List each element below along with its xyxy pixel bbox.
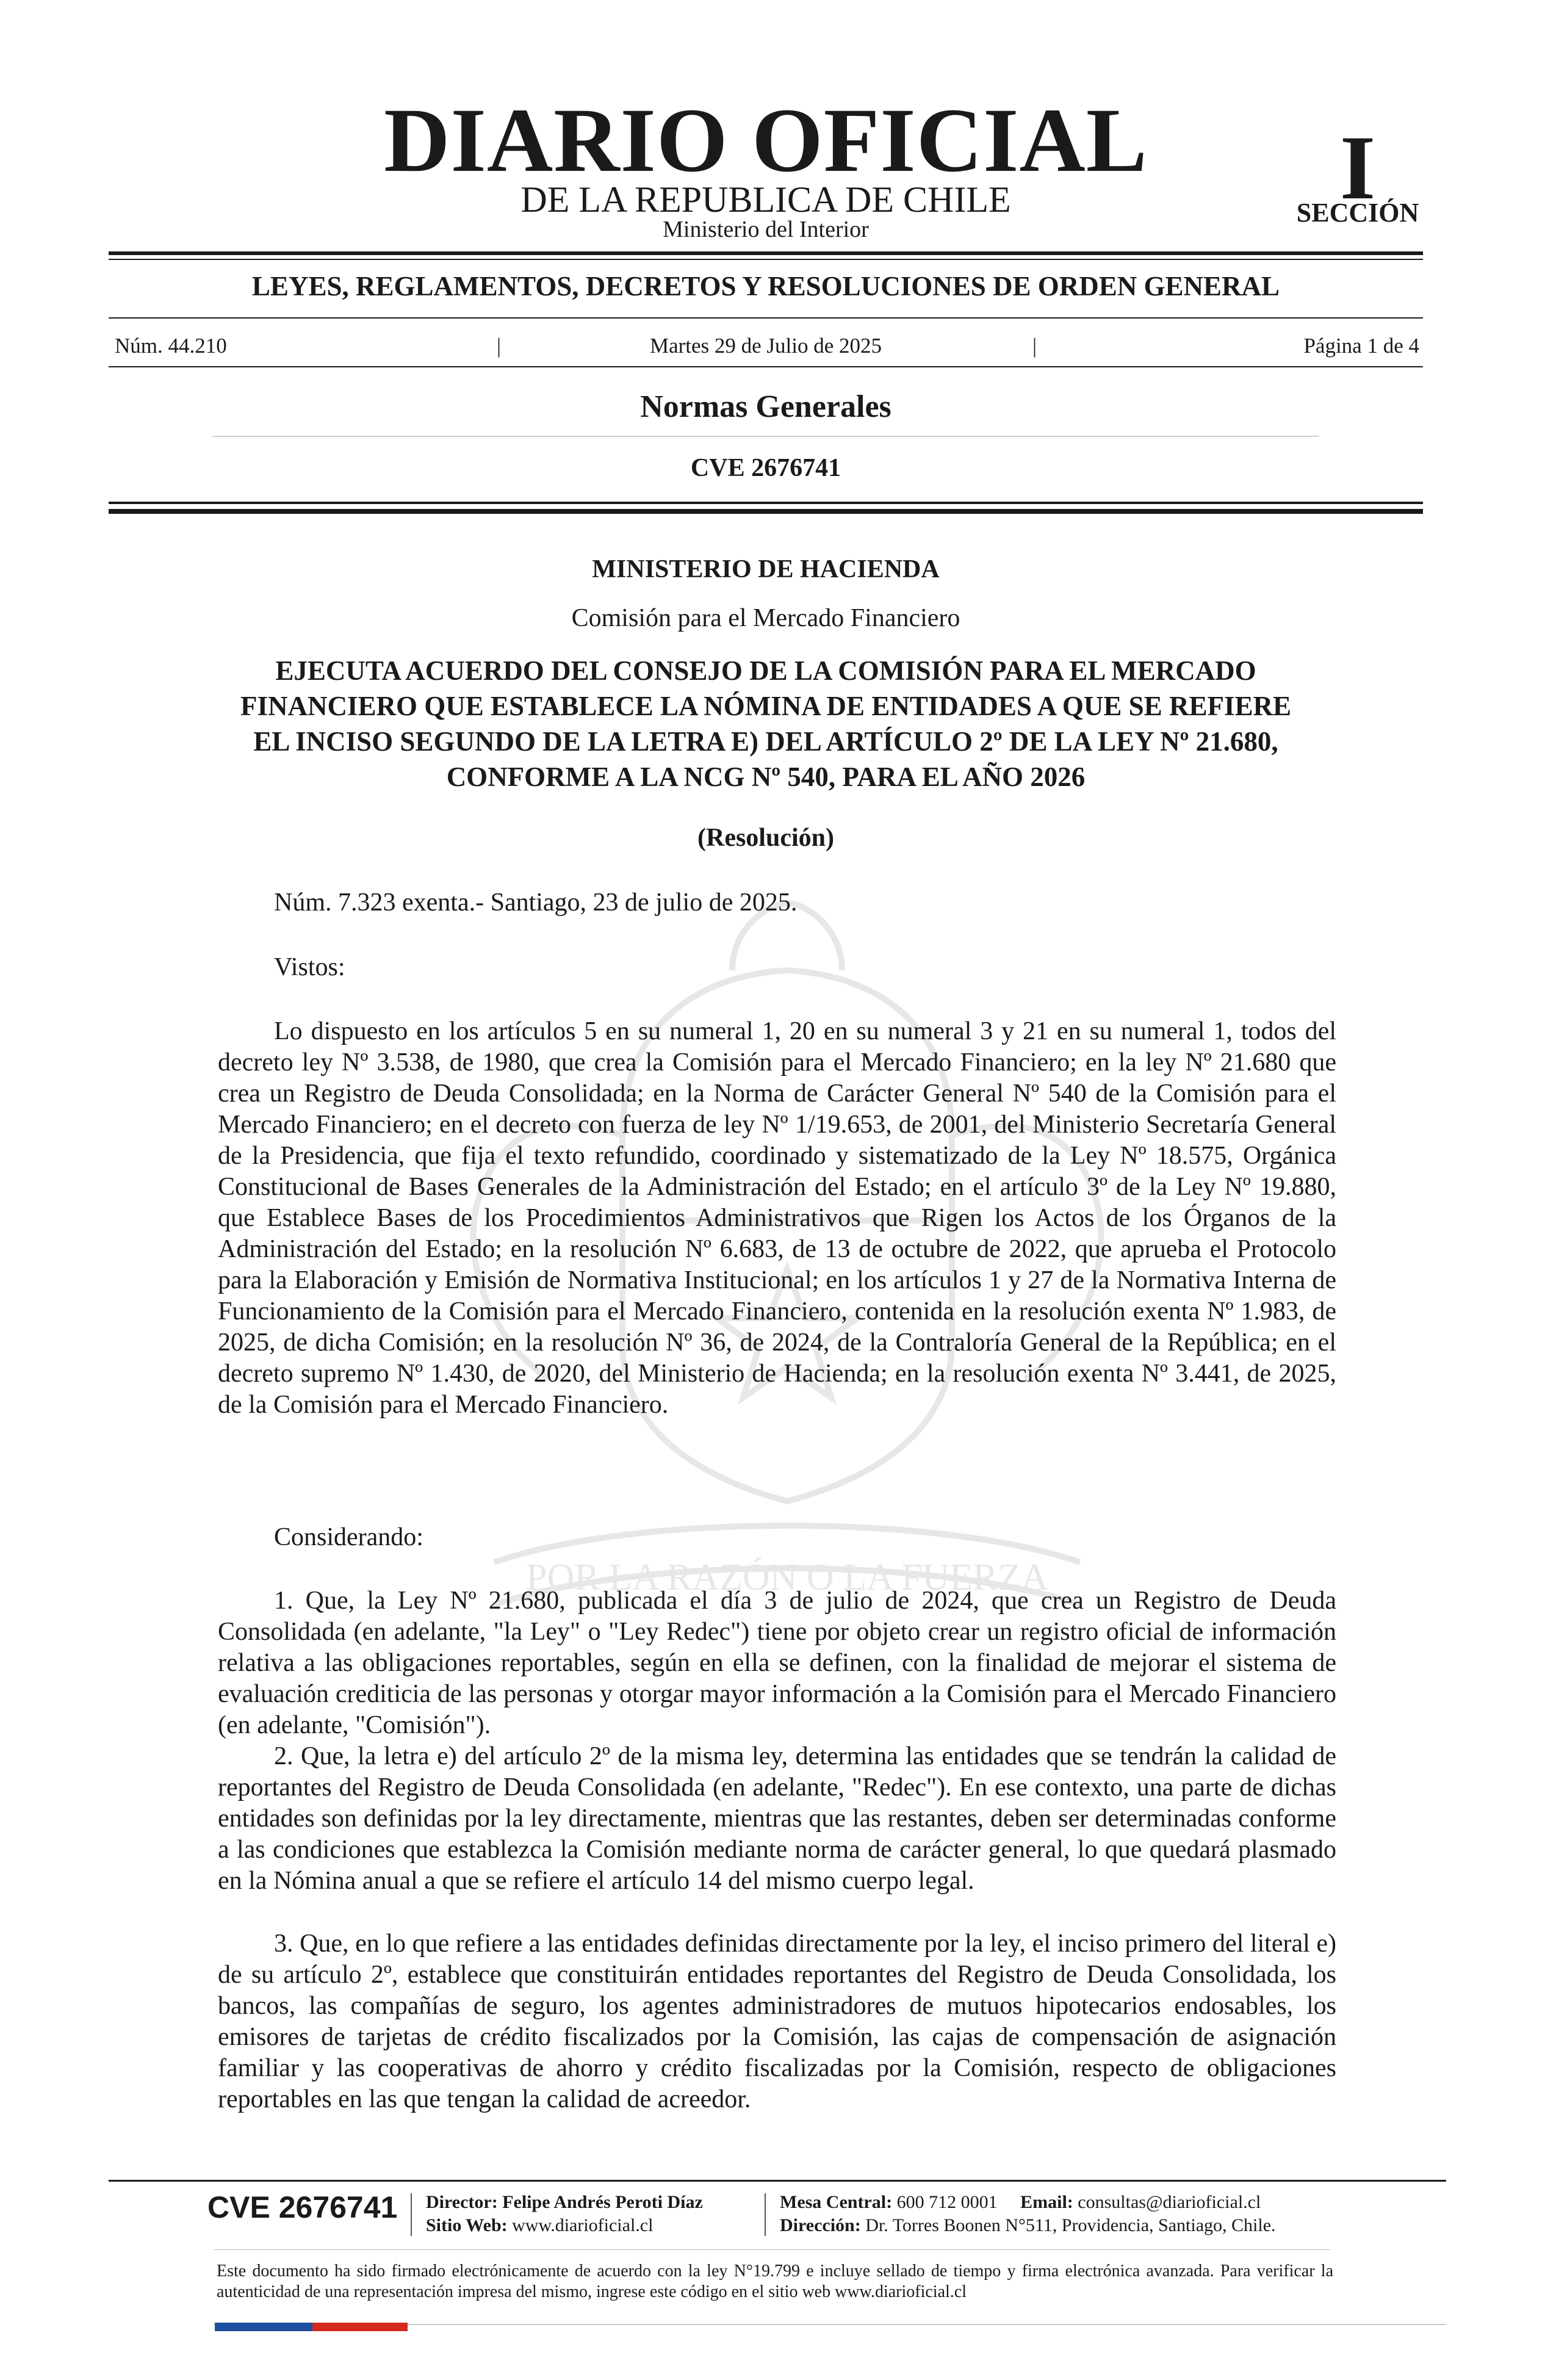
issue-date: Martes 29 de Julio de 2025 xyxy=(649,334,882,358)
footer-mesa-label: Mesa Central: xyxy=(780,2192,893,2212)
section-title: Normas Generales xyxy=(640,389,891,424)
considerando-item-2: 2. Que, la letra e) del artículo 2º de la misma ley, determina las entidades que se tendrán la calidad de reportantes del Registro de Deuda Consolidada (en adelante, "Redec"). En ese contexto, una parte de dichas entidades son definidas por la ley directamente, mientras que las restantes, deben ser determinadas conforme a las condiciones que establezca la Comisión mediante norma de carácter general, lo que quedará plasmado en la Nómina anual a que se refiere el artículo 14 del mismo cuerpo legal. xyxy=(218,1742,1336,1895)
info-rule xyxy=(109,366,1423,367)
cve-rule-bottom xyxy=(109,509,1423,514)
footer-email-label: Email: xyxy=(1020,2192,1073,2212)
footer-contact-block xyxy=(780,2191,1276,2237)
section-title-rule xyxy=(212,436,1319,437)
flag-stripe-blue xyxy=(215,2323,312,2331)
document-title-line: FINANCIERO QUE ESTABLECE LA NÓMINA DE ENTIDADES A QUE SE REFIERE xyxy=(240,691,1292,721)
page-indicator: Página 1 de 4 xyxy=(1303,334,1419,358)
footer-address-label: Dirección: xyxy=(780,2215,861,2235)
flag-stripe-red xyxy=(312,2323,408,2331)
document-title-line: EJECUTA ACUERDO DEL CONSEJO DE LA COMISIÓN PARA EL MERCADO xyxy=(275,655,1256,686)
footer-address-value: Dr. Torres Boonen N°511, Providencia, Santiago, Chile. xyxy=(865,2215,1276,2235)
section-label: SECCIÓN xyxy=(1296,198,1419,228)
footer-contact-line xyxy=(780,2191,1276,2214)
footer-signature-note: Este documento ha sido firmado electrónicamente de acuerdo con la ley N°19.799 e incluye sellado de tiempo y firma electrónica avanzada. Para verificar la autenticidad de una representación impresa del mismo, ingrese este código en el sitio web www.diarioficial.cl xyxy=(217,2262,1333,2301)
footer-rule xyxy=(109,2180,1446,2182)
document-type: (Resolución) xyxy=(697,824,834,852)
document-title xyxy=(201,653,1330,795)
considerando-item-3: 3. Que, en lo que refiere a las entidades definidas directamente por la ley, el inciso primero del literal e) de su artículo 2º, establece que constituirán entidades reportantes del Registro de Deuda Consolidada, los bancos, las compañías de seguro, los agentes administradores de mutuos hipotecarios endosables, los emisores de tarjetas de crédito fiscalizados por la Comisión, las cajas de compensación de asignación familiar y las cooperativas de ahorro y crédito fiscalizadas por la Comisión, respecto de obligaciones reportables en las que tengan la calidad de acreedor. xyxy=(218,1930,1336,2113)
considerando-heading: Considerando: xyxy=(274,1523,423,1551)
footer-director-label: Director: xyxy=(426,2192,498,2212)
document-title-line: CONFORME A LA NCG Nº 540, PARA EL AÑO 2026 xyxy=(446,762,1086,792)
section-number: I xyxy=(1339,117,1376,218)
footer-site-line xyxy=(426,2214,703,2237)
issue-info-row xyxy=(109,334,1423,358)
document-title-line: EL INCISO SEGUNDO DE LA LETRA E) DEL ARTÍCULO 2º DE LA LEY Nº 21.680, xyxy=(253,726,1278,757)
vistos-paragraph: Lo dispuesto en los artículos 5 en su numeral 1, 20 en su numeral 3 y 21 en su numeral 1, todos del decreto ley Nº 3.538, de 1980, que crea la Comisión para el Mercado Financiero; en la ley Nº 21.680 que crea un Registro de Deuda Consolidada; en la Norma de Carácter General Nº 540 de la Comisión para el Mercado Financiero; en el decreto con fuerza de ley Nº 1/19.653, de 2001, del Ministerio Secretaría General de la Presidencia, que fija el texto refundido, coordinado y sistematizado de la Ley Nº 18.575, Orgánica Constitucional de Bases Generales de la Administración del Estado; en el artículo 3º de la Ley Nº 19.880, que Establece Bases de los Procedimientos Administrativos que Rigen los Actos de los Órganos de la Administración del Estado; en la resolución Nº 6.683, de 13 de octubre de 2022, que aprueba el Protocolo para la Elaboración y Emisión de Normativa Institucional; en los artículos 1 y 27 de la Normativa Interna de Funcionamiento de la Comisión para el Mercado Financiero, contenida en la resolución exenta Nº 1.983, de 2025, de dicha Comisión; en la resolución Nº 36, de 2024, de la Contraloría General de la República; en el decreto supremo Nº 1.430, de 2020, del Ministerio de Hacienda; en la resolución exenta Nº 3.441, de 2025, de la Comisión para el Mercado Financiero. xyxy=(218,1017,1336,1419)
footer-mesa-phone: 600 712 0001 xyxy=(896,2192,998,2212)
footer-email-link[interactable]: consultas@diarioficial.cl xyxy=(1078,2192,1261,2212)
footer-divider xyxy=(765,2193,766,2236)
footer-director-block xyxy=(426,2191,703,2237)
vistos-heading: Vistos: xyxy=(274,953,345,981)
watermark-motto: POR LA RAZÓN O LA FUERZA xyxy=(525,1557,1049,1598)
category-heading: LEYES, REGLAMENTOS, DECRETOS Y RESOLUCIONES DE ORDEN GENERAL xyxy=(251,271,1280,301)
document-ministry: MINISTERIO DE HACIENDA xyxy=(592,555,940,583)
newspaper-title: DIARIO OFICIAL xyxy=(384,90,1148,191)
issue-number: Núm. 44.210 xyxy=(115,334,227,358)
considerando-item-1: 1. Que, la Ley Nº 21.680, publicada el día 3 de julio de 2024, que crea un Registro de Deuda Consolidada (en adelante, "la Ley" o "Ley Redec") tiene por objeto crear un registro oficial de información relativa a las obligaciones reportables, según en ella se definen, con la finalidad de mejorar el sistema de evaluación crediticia de las personas y otorgar mayor información a la Comisión para el Mercado Financiero (en adelante, "Comisión"). xyxy=(218,1587,1336,1739)
category-rule xyxy=(109,317,1423,319)
header-rule-thin xyxy=(109,259,1423,260)
footer-divider xyxy=(411,2193,412,2236)
newspaper-ministry: Ministerio del Interior xyxy=(663,217,869,242)
footer-address-line xyxy=(780,2214,1276,2237)
footer-cve-code: CVE 2676741 xyxy=(207,2190,398,2224)
footer-site-label: Sitio Web: xyxy=(426,2215,508,2235)
cve-rule-top xyxy=(109,502,1423,504)
footer-director-line xyxy=(426,2191,703,2214)
footer-director-name: Felipe Andrés Peroti Díaz xyxy=(502,2192,703,2212)
document-agency: Comisión para el Mercado Financiero xyxy=(571,604,960,632)
newspaper-subtitle: DE LA REPUBLICA DE CHILE xyxy=(520,179,1011,220)
info-separator: | xyxy=(1032,334,1037,358)
resolution-number-line: Núm. 7.323 exenta.- Santiago, 23 de julio de 2025. xyxy=(274,889,798,917)
cve-code: CVE 2676741 xyxy=(690,454,841,482)
footer-note-rule xyxy=(214,2249,1330,2250)
info-separator: | xyxy=(497,334,502,358)
header-rule-thick xyxy=(109,251,1423,255)
footer-site-link[interactable]: www.diarioficial.cl xyxy=(512,2215,654,2235)
